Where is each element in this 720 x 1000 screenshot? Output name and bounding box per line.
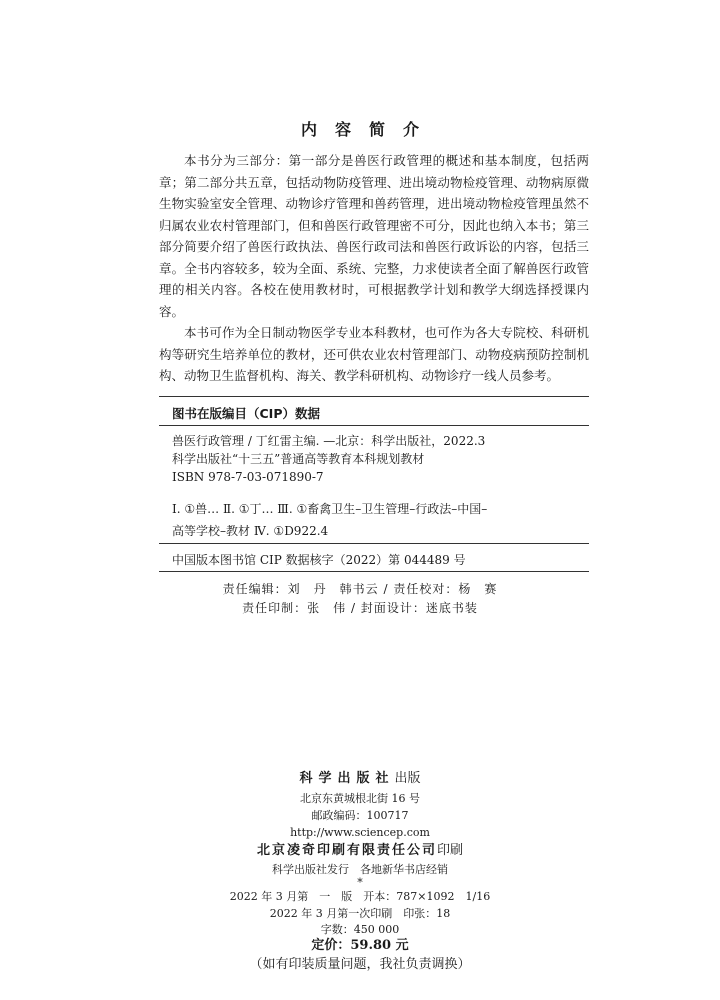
cip-heading-rule (159, 425, 589, 426)
cip-bottom-rule (159, 571, 589, 572)
cip-classification (172, 498, 582, 542)
publisher-line (0, 770, 720, 787)
summary-paragraph-2: 本书可作为全日制动物医学专业本科教材，也可作为各大专院校、科研机构等研究生培养单位的教材，还可供农业农村管理部门、动物疫病预防控制机构、动物卫生监督机构、海关、教学科研机构、动物诊疗一线人员参考。 (159, 325, 589, 383)
cip-class-line-1: Ⅰ. ①兽… Ⅱ. ①丁… Ⅲ. ①畜禽卫生–卫生管理–行政法–中国– (172, 502, 488, 516)
cip-record (172, 432, 582, 486)
printing-line: 2022 年 3 月第一次印刷 印张：18 (269, 907, 451, 920)
publisher-postcode: 邮政编码：100717 (311, 809, 409, 822)
printer-suffix: 印刷 (437, 843, 464, 858)
publisher-address: 北京东黄城根北街 16 号 (300, 792, 420, 805)
summary-body (159, 150, 589, 387)
quality-notice: （如有印装质量问题，我社负责调换） (249, 957, 471, 972)
cip-class-line-2: 高等学校–教材 Ⅳ. ①D922.4 (172, 524, 329, 538)
credits-line-1: 责任编辑：刘 丹 韩书云 / 责任校对：杨 赛 (222, 582, 498, 596)
publisher-url: http://www.sciencep.com (290, 826, 430, 839)
cip-line-title: 兽医行政管理 / 丁红雷主编. —北京：科学出版社，2022.3 (172, 434, 486, 448)
cip-heading: 图书在版编目（CIP）数据 (172, 406, 320, 421)
distribution-line: 科学出版社发行 各地新华书店经销 (272, 863, 448, 876)
publisher-suffix: 出版 (394, 771, 421, 786)
printer-line (0, 842, 720, 859)
credits-line-2: 责任印制：张 伟 / 封面设计：迷底书装 (242, 601, 478, 615)
price: 定价：59.80 元 (311, 938, 409, 953)
cip-line-isbn: ISBN 978-7-03-071890-7 (172, 470, 324, 484)
cip-number: 中国版本图书馆 CIP 数据核字（2022）第 044489 号 (172, 553, 466, 567)
cip-line-series: 科学出版社“十三五”普通高等教育本科规划教材 (172, 452, 425, 466)
cip-mid-rule (159, 543, 589, 544)
separator-star: * (357, 876, 363, 889)
cip-top-rule (159, 396, 589, 397)
summary-paragraph-1: 本书分为三部分：第一部分是兽医行政管理的概述和基本制度，包括两章；第二部分共五章，包括动物防疫管理、进出境动物检疫管理、动物病原微生物实验室安全管理、动物诊疗管理和兽药管理，进出境动物检疫管理虽然不归属农业农村管理部门，但和兽医行政管理密不可分，因此也纳入本书；第三部分简要介绍了兽医行政执法、兽医行政司法和兽医行政诉讼的内容，包括三章。全书内容较多，较为全面、系统、完整，力求使读者全面了解兽医行政管理的相关内容。各校在使用教材时，可根据教学计划和教学大纲选择授课内容。 (159, 153, 589, 319)
word-count: 字数：450 000 (320, 923, 400, 936)
printer-name: 北京凌奇印刷有限责任公司 (256, 843, 437, 858)
edition-line: 2022 年 3 月第 一 版 开本：787×1092 1/16 (229, 890, 491, 903)
publisher-name: 科学出版社 (299, 771, 395, 786)
summary-title: 内容简介 (300, 120, 437, 139)
